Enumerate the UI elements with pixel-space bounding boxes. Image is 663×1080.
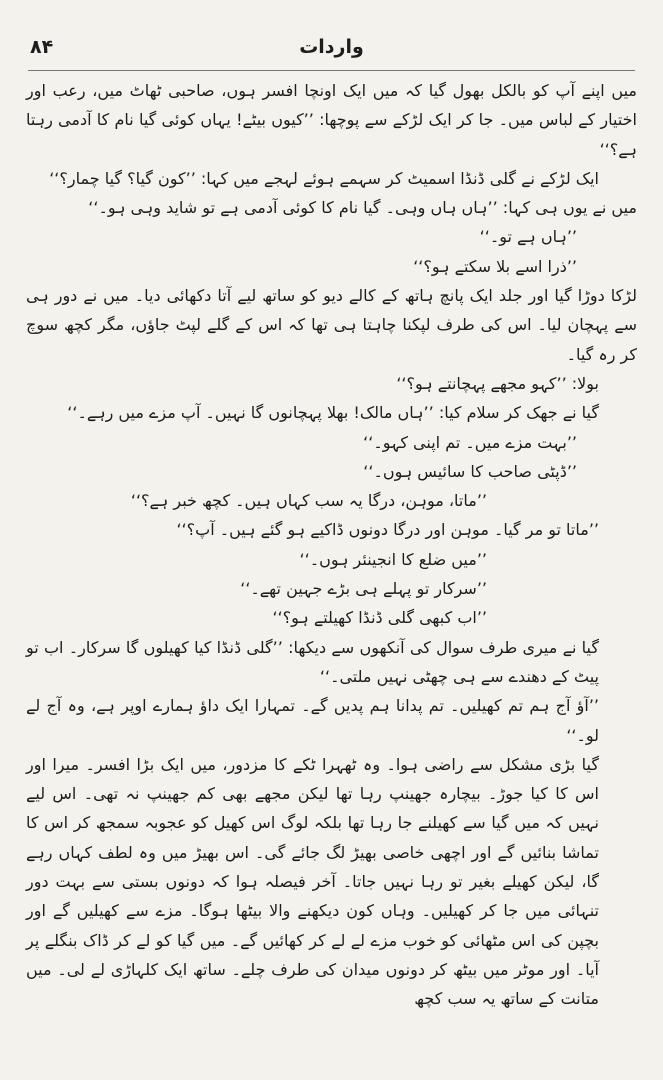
paragraph: ’’سرکار تو پہلے ہی بڑے جہین تھے۔‘‘ [240, 579, 487, 599]
page-number: ۸۴ [30, 36, 54, 58]
paragraph: گیا نے میری طرف سوال کی آنکھوں سے دیکھا: ’’گلی ڈنڈا کیا کھیلوں گا سرکار۔ اب تو پیٹ کے دھندے سے ہی چھٹی نہیں ملتی۔‘‘ [26, 637, 599, 686]
body-text [26, 76, 637, 1014]
paragraph: گیا بڑی مشکل سے راضی ہوا۔ وہ ٹھہرا ٹکے کا مزدور، میں ایک بڑا افسر۔ میرا اور اس کا کیا جوڑ۔ بیچارہ جھینپ رہا تھا لیکن مجھے بھی کم جھینپ نہ تھی۔ اس لیے نہیں کہ میں گیا سے کھیلنے جا رہا تھا بلکہ لوگ اس کھیل کو عجوبہ سمجھ کر اس کا تماشا بنائیں گے اور اچھی خاصی بھیڑ لگ جائے گی۔ اس بھیڑ میں وہ لطف کہاں رہے گا، لیکن کھیلے بغیر تو رہا نہیں جاتا۔ آخر فیصلہ ہوا کہ دونوں بستی سے بہت دور تنہائی میں جا کر کھیلیں۔ وہاں کون دیکھنے والا بیٹھا ہوگا۔ مزے سے کھیلیں گے اور بچپن کی اس مٹھائی کو خوب مزے لے لے کر کھائیں گے۔ میں گیا کو لے کر ڈاک بنگلے پر آیا۔ اور موٹر میں بیٹھ کر دونوں میدان کی طرف چلے۔ ساتھ ایک کلہاڑی لے لی۔ میں متانت کے ساتھ یہ سب کچھ [26, 754, 599, 1009]
paragraph: ’’آؤ آج ہم تم کھیلیں۔ تم پدانا ہم پدیں گے۔ تمہارا ایک داؤ ہمارے اوپر ہے، وہ آج لے لو۔‘‘ [26, 696, 599, 745]
paragraph: ’’ماتا، موہن، درگا یہ سب کہاں ہیں۔ کچھ خبر ہے؟‘‘ [130, 491, 487, 511]
paragraph: ’’بہت مزے میں۔ تم اپنی کہو۔‘‘ [363, 432, 577, 452]
running-title: واردات [299, 36, 364, 58]
paragraph: بولا: ’’کہو مجھے پہچانتے ہو؟‘‘ [396, 373, 599, 393]
paragraph: ’’اب کبھی گلی ڈنڈا کھیلتے ہو؟‘‘ [272, 608, 487, 628]
paragraph: ’’ڈپٹی صاحب کا سائیس ہوں۔‘‘ [363, 461, 577, 481]
paragraph: ’’میں ضلع کا انجینئر ہوں۔‘‘ [299, 549, 487, 569]
paragraph: ’’ہاں ہے تو۔‘‘ [479, 227, 577, 247]
paragraph: لڑکا دوڑا گیا اور جلد ایک پانچ ہاتھ کے کالے دیو کو ساتھ لیے آتا دکھائی دیا۔ میں نے دور ہی سے پہچان لیا۔ اس کی طرف لپکنا چاہتا ہی تھا کہ اس کے گلے لپٹ جاؤں، مگر کچھ سوچ کر رہ گیا۔ [26, 286, 637, 364]
paragraph: میں اپنے آپ کو بالکل بھول گیا کہ میں ایک اونچا افسر ہوں، صاحبی ٹھاٹ میں، رعب اور اختیار کے لباس میں۔ جا کر ایک لڑکے سے پوچھا: ’’کیوں بیٹے! یہاں کوئی گیا نام کا آدمی رہتا ہے؟‘‘ [26, 81, 637, 159]
paragraph: میں نے یوں ہی کہا: ’’ہاں ہاں وہی۔ گیا نام کا کوئی آدمی ہے تو شاید وہی ہو۔‘‘ [88, 198, 637, 218]
paragraph: ’’ذرا اسے بلا سکتے ہو؟‘‘ [413, 256, 577, 276]
paragraph: گیا نے جھک کر سلام کیا: ’’ہاں مالک! بھلا پہچانوں گا نہیں۔ آپ مزے میں رہے۔‘‘ [67, 403, 599, 423]
paragraph: ایک لڑکے نے گلی ڈنڈا اسمیٹ کر سہمے ہوئے لہجے میں کہا: ’’کون گیا؟ گیا چمار؟‘‘ [49, 168, 599, 188]
header-divider [28, 70, 635, 71]
paragraph: ’’ماتا تو مر گیا۔ موہن اور درگا دونوں ڈاکیے ہو گئے ہیں۔ آپ؟‘‘ [176, 520, 599, 540]
